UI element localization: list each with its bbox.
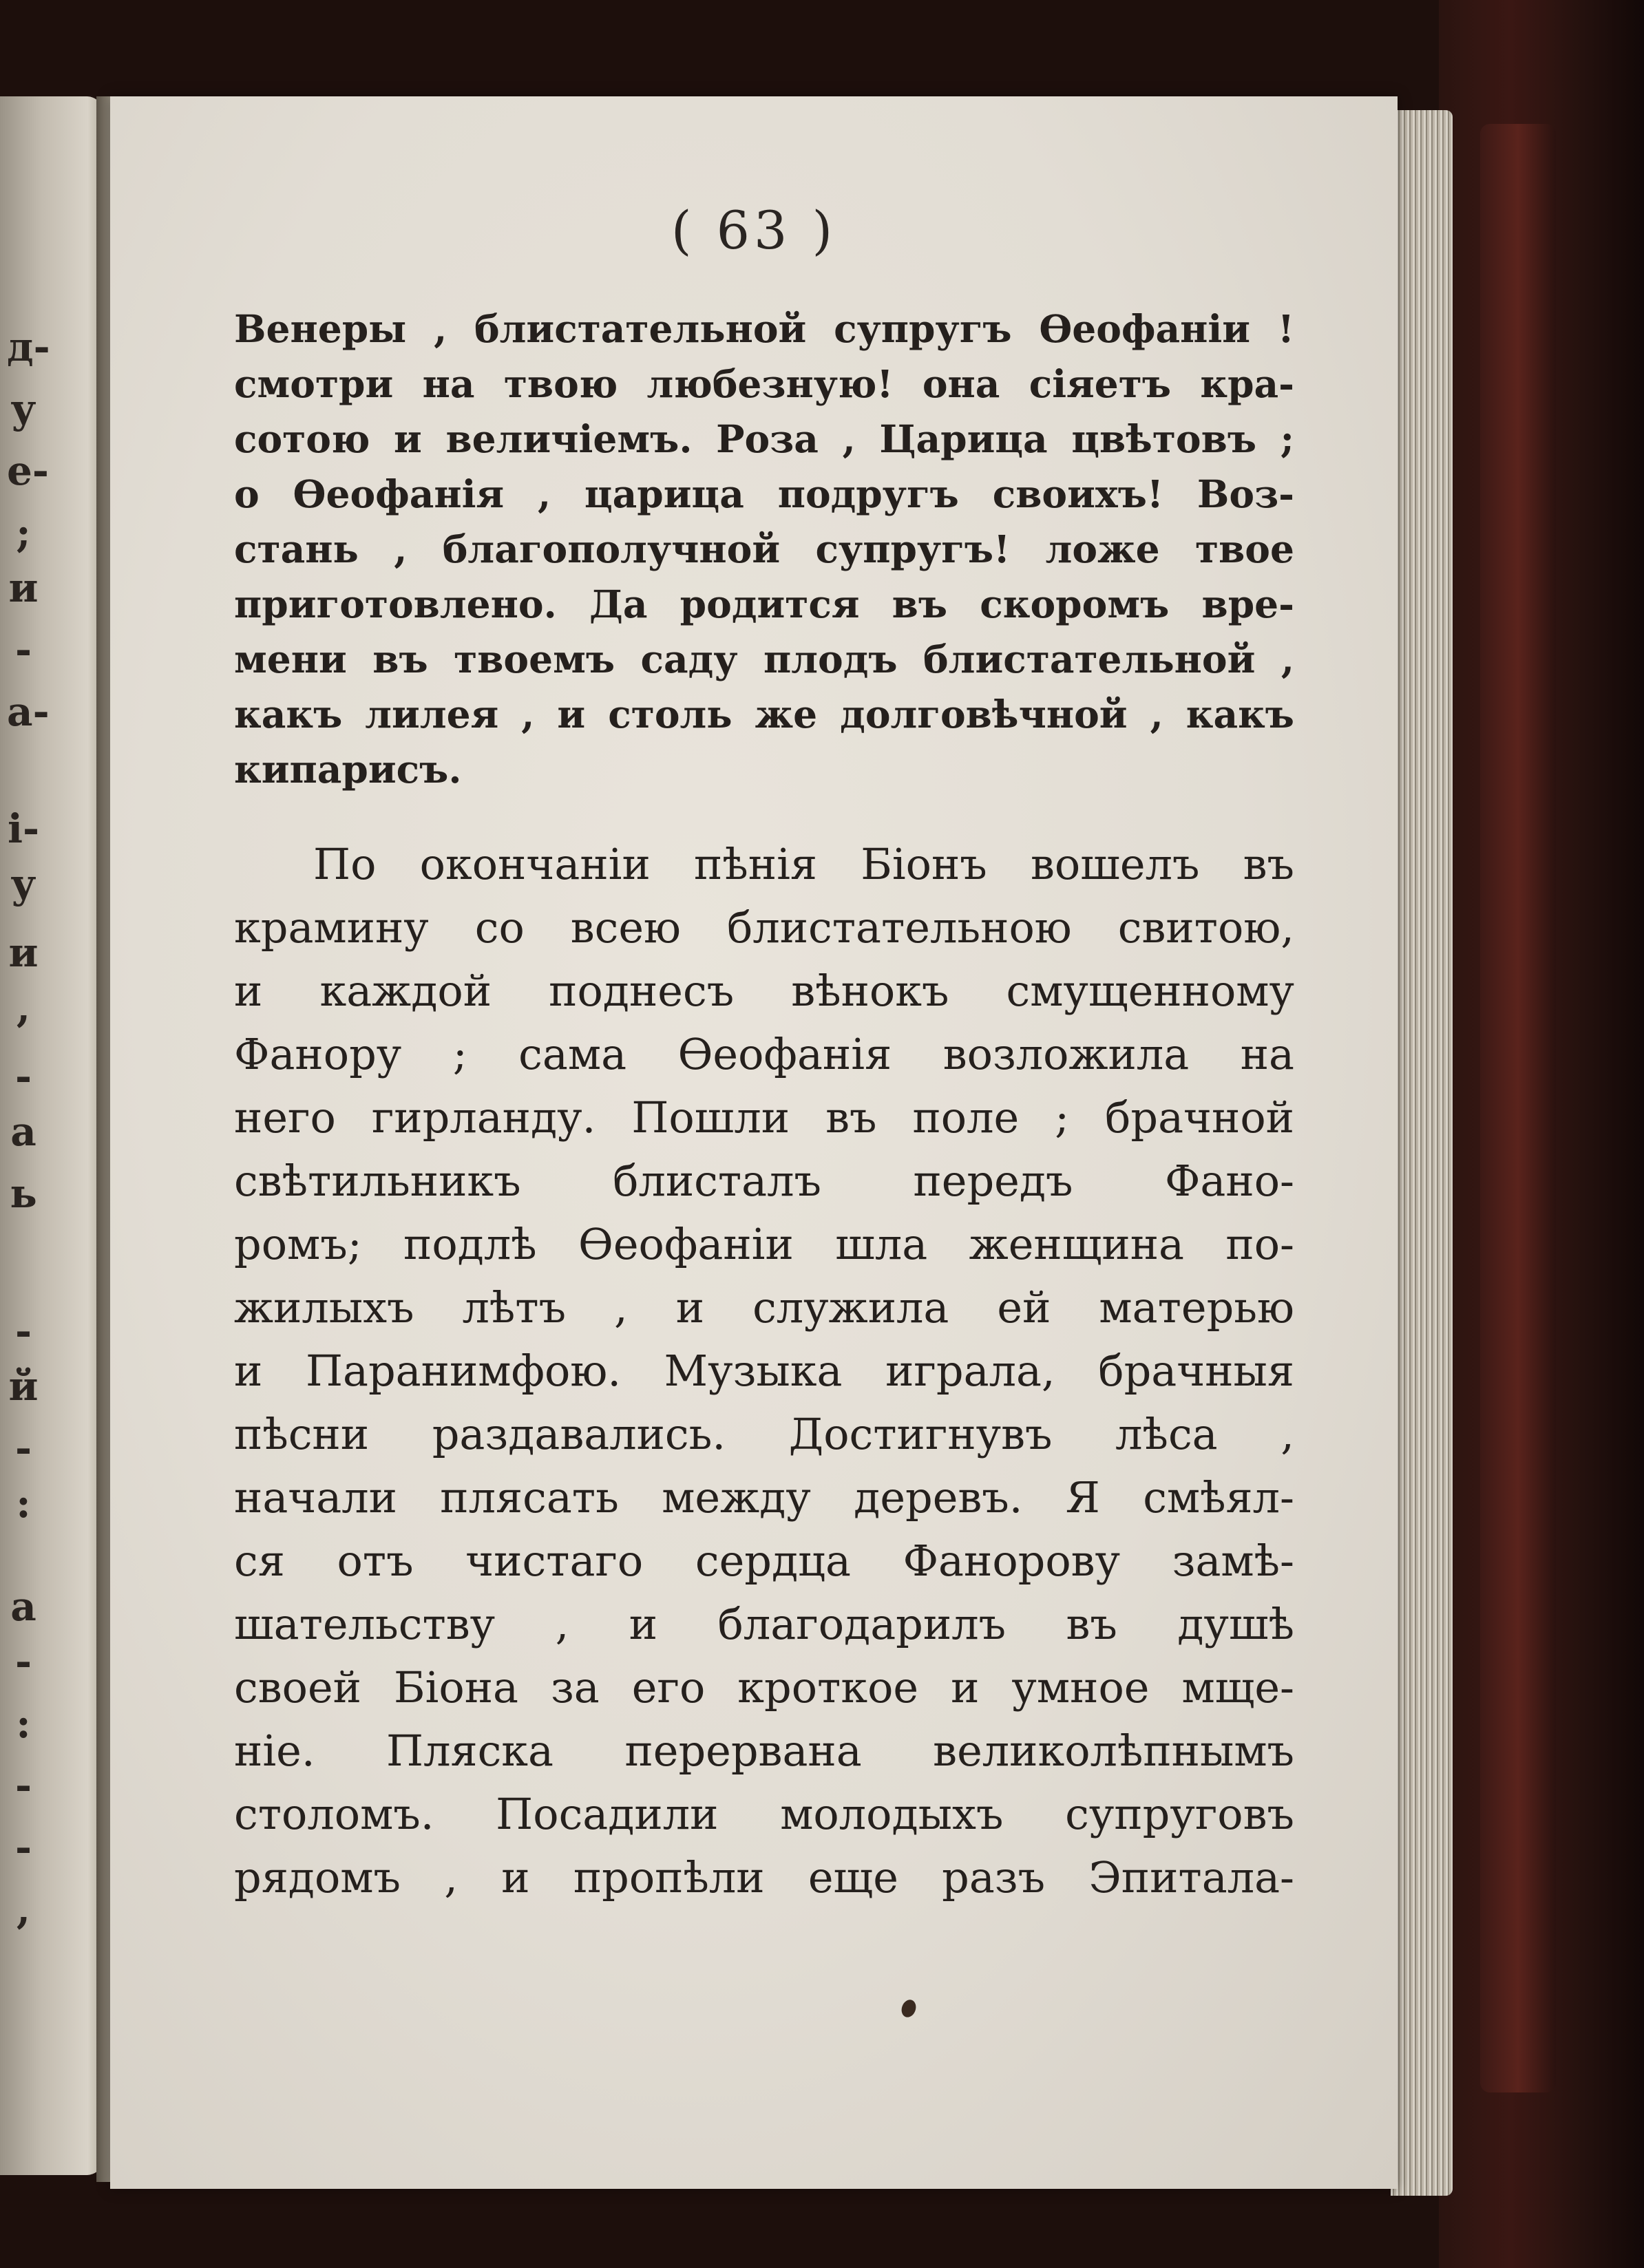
text-line: шательству , и благодарилъ въ душѣ bbox=[234, 1599, 1294, 1649]
left-page-fragment: а bbox=[10, 1108, 36, 1155]
text-line: о Ѳеофанія , царица подругъ своихъ! Воз- bbox=[234, 471, 1294, 516]
text-line: стань , благополучной супругъ! ложе твое bbox=[234, 527, 1294, 571]
left-page-fragment: - bbox=[14, 1638, 32, 1685]
text-line: столомъ. Посадили молодыхъ супруговъ bbox=[234, 1789, 1294, 1839]
left-page-fragment: ь bbox=[10, 1170, 37, 1217]
text-line: мени въ твоемъ саду плодъ блистательной , bbox=[234, 637, 1294, 681]
left-page-fragment: , bbox=[16, 1886, 31, 1933]
left-page-fragment: у bbox=[10, 385, 36, 432]
text-line: и Паранимфою. Музыка играла, брачныя bbox=[234, 1346, 1294, 1396]
left-page-fragment: й bbox=[8, 1363, 39, 1410]
page-stack-edges bbox=[1391, 110, 1453, 2196]
left-page-fragment: а bbox=[10, 1583, 36, 1630]
text-line: и каждой поднесъ вѣнокъ смущенному bbox=[234, 966, 1294, 1016]
text-line: жилыхъ лѣтъ , и служила ей матерью bbox=[234, 1282, 1294, 1333]
text-line: смотри на твою любезную! она сіяетъ кра- bbox=[234, 361, 1294, 406]
text-line: ся отъ чистаго сердца Фанорову замѣ- bbox=[234, 1536, 1294, 1586]
left-page-fragment: , bbox=[16, 984, 31, 1031]
left-page-fragment: и bbox=[8, 929, 39, 976]
text-line: какъ лилея , и столь же долговѣчной , какъ bbox=[234, 692, 1294, 736]
left-page-fragment: - bbox=[14, 1762, 32, 1809]
left-page-fragment: і- bbox=[7, 805, 40, 852]
left-page-fragment: - bbox=[14, 1308, 32, 1355]
left-page-fragment: : bbox=[16, 1700, 31, 1747]
text-line: рядомъ , и пропѣли еще разъ Эпитала- bbox=[234, 1852, 1294, 1903]
text-line: ромъ; подлѣ Ѳеофаніи шла женщина по- bbox=[234, 1219, 1294, 1269]
left-page-text-fragments bbox=[0, 96, 103, 2175]
left-page-fragment: и bbox=[8, 564, 39, 611]
text-line: начали плясать между деревъ. Я смѣял- bbox=[234, 1472, 1294, 1523]
text-line: него гирланду. Пошли въ поле ; брачной bbox=[234, 1092, 1294, 1143]
text-line: свѣтильникъ блисталъ передъ Фано- bbox=[234, 1156, 1294, 1206]
text-line: крамину со всею блистательною свитою, bbox=[234, 902, 1294, 953]
text-line: своей Біона за его кроткое и умное мще- bbox=[234, 1662, 1294, 1713]
text-line: Венеры , блистательной супругъ Ѳеофаніи ! bbox=[234, 306, 1294, 351]
book-page bbox=[110, 96, 1398, 2189]
left-page-edge bbox=[0, 96, 103, 2175]
left-page-fragment: - bbox=[14, 1425, 32, 1472]
text-line: приготовлено. Да родится въ скоромъ вре- bbox=[234, 582, 1294, 626]
left-page-fragment: ; bbox=[16, 509, 31, 556]
book-cover-edge bbox=[1480, 124, 1556, 2092]
text-line: кипарисъ. bbox=[234, 747, 462, 792]
left-page-fragment: : bbox=[16, 1480, 31, 1527]
text-line: ніе. Пляска перервана великолѣпнымъ bbox=[234, 1726, 1294, 1776]
left-page-fragment: у bbox=[10, 860, 36, 907]
left-page-fragment: - bbox=[14, 1824, 32, 1871]
left-page-fragment: д- bbox=[7, 324, 50, 370]
ink-spot bbox=[899, 1997, 918, 2019]
text-line: По окончаніи пѣнія Біонъ вошелъ въ bbox=[313, 839, 1294, 889]
left-page-fragment: а- bbox=[7, 688, 50, 735]
left-page-fragment: - bbox=[14, 1053, 32, 1100]
left-page-fragment: - bbox=[14, 626, 32, 673]
page-number: ( 63 ) bbox=[671, 200, 837, 261]
text-line: Фанору ; сама Ѳеофанія возложила на bbox=[234, 1029, 1294, 1079]
text-line: пѣсни раздавались. Достигнувъ лѣса , bbox=[234, 1409, 1294, 1459]
left-page-fragment: е- bbox=[7, 447, 49, 494]
text-line: сотою и величіемъ. Роза , Царица цвѣтовъ ; bbox=[234, 416, 1294, 461]
